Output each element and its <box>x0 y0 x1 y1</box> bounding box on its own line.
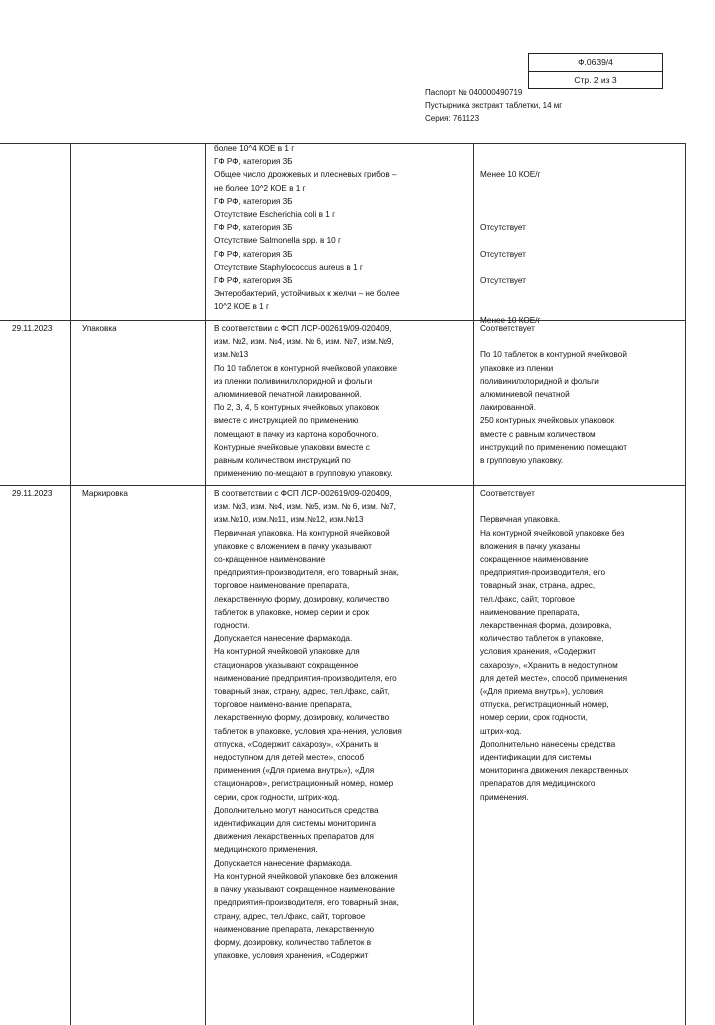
text-line: наименование препарата, <box>480 607 580 617</box>
text-line: ГФ РФ, категория 3Б <box>214 223 293 233</box>
row-1-name: Упаковка <box>82 324 117 333</box>
column-divider <box>70 144 71 1025</box>
text-line: применения. <box>480 792 529 802</box>
text-line: в пачку указывают сокращенное наименование <box>214 885 395 895</box>
text-line: не более 10^2 КОЕ в 1 г <box>214 183 306 193</box>
text-line: идентификации для системы мониторинга <box>214 819 377 829</box>
text-line: По 10 таблеток в контурной ячейковой <box>480 350 627 360</box>
text-line: Первичная упаковка. На контурной ячейковой <box>214 528 390 538</box>
text-line: лекарственную форму, дозировку, количество <box>214 594 390 604</box>
row-1-date: 29.11.2023 <box>12 324 53 333</box>
row-0-requirement <box>214 142 400 314</box>
text-line: На контурной ячейковой упаковке без <box>480 528 625 538</box>
text-line: По 10 таблеток в контурной ячейковой упаковке <box>214 363 398 373</box>
row-2-requirement <box>214 487 402 962</box>
text-line: движения лекарственных препаратов для <box>214 832 374 842</box>
text-line: условия хранения, «Содержит <box>480 647 597 657</box>
text-line: Отсутствует <box>480 223 526 233</box>
text-line: таблеток в упаковке, условия хра-нения, условия <box>214 726 402 736</box>
text-line: из пленки поливинилхлоридной и фольги <box>214 376 373 386</box>
text-line: упаковке, условия хранения, «Содержит <box>214 951 369 961</box>
form-number: Ф.0639/4 <box>578 57 613 67</box>
text-line: упаковке из пленки <box>480 363 554 373</box>
text-line <box>480 195 541 208</box>
text-line: в групповую упаковку. <box>480 456 564 466</box>
text-line: алюминиевой печатной <box>480 390 570 400</box>
text-line: Допускается нанесение фармакода. <box>214 858 353 868</box>
text-line: мониторинга движения лекарственных <box>480 766 629 776</box>
text-line: отпуска, регистрационный номер, <box>480 700 609 710</box>
text-line: лакированной. <box>480 403 536 413</box>
text-line: количество таблеток в упаковке, <box>480 634 604 644</box>
text-line: предприятия-производителя, его <box>480 568 606 578</box>
text-line: помещают в пачку из картона коробочного. <box>214 429 379 439</box>
text-line: Отсутствует <box>480 249 526 259</box>
text-line: вложения в пачку указаны <box>480 541 581 551</box>
product-name: Пустырника экстракт таблетки, 14 мг <box>425 101 563 110</box>
analysis-table <box>0 143 686 1025</box>
text-line: предприятия-производителя, его товарный знак, <box>214 898 399 908</box>
text-line: Общее число дрожжевых и плесневых грибов – <box>214 170 397 180</box>
text-line: медицинского применения. <box>214 845 318 855</box>
text-line: изм. №2, изм. №4, изм. № 6, изм. №7, изм.№9, <box>214 337 394 347</box>
text-line: применения («Для приема внутрь»), «Для <box>214 766 375 776</box>
text-line: Отсутствие Salmonella spp. в 10 г <box>214 236 341 246</box>
text-line: Отсутствие Staphylococcus aureus в 1 г <box>214 262 363 272</box>
text-line: стационаров указывают сокращенное <box>214 660 359 670</box>
text-line: недоступном для детей месте», способ <box>214 753 365 763</box>
text-line <box>480 155 541 168</box>
text-line: препаратов для медицинского <box>480 779 596 789</box>
text-line: наименование препарата, лекарственную <box>214 924 374 934</box>
text-line: форму, дозировку, количество таблеток в <box>214 937 372 947</box>
passport-header <box>425 86 562 125</box>
row-1-requirement <box>214 322 397 480</box>
text-line <box>480 261 541 274</box>
text-line: предприятия-производителя, его товарный знак, <box>214 568 399 578</box>
series-number: Серия: 761123 <box>425 114 480 123</box>
row-0-result <box>480 142 541 327</box>
text-line: штрих-код. <box>480 726 522 736</box>
text-line: равным количеством инструкций по <box>214 456 351 466</box>
text-line: товарный знак, страну, адрес, тел./факс, сайт, <box>214 687 390 697</box>
text-line: В соответствии с ФСП ЛСР-002619/09-020409, <box>214 324 392 333</box>
row-2-date: 29.11.2023 <box>12 489 53 498</box>
text-line <box>480 287 541 300</box>
text-line: изм.№13 <box>214 350 249 360</box>
text-line: Отсутствует <box>480 276 526 286</box>
text-line <box>480 208 541 221</box>
text-line: лекарственную форму, дозировку, количество <box>214 713 390 723</box>
text-line: таблеток в упаковке, номер серии и срок <box>214 607 370 617</box>
text-line: («Для приема внутрь»), условия <box>480 687 604 697</box>
text-line: сахарозу», «Хранить в недоступном <box>480 660 618 670</box>
row-2-result <box>480 487 628 804</box>
text-line: На контурной ячейковой упаковке для <box>214 647 360 657</box>
text-line: алюминиевой печатной лакированной. <box>214 390 362 400</box>
text-line: вместе с инструкцией по применению <box>214 416 359 426</box>
text-line: товарный знак, страна, адрес, <box>480 581 596 591</box>
text-line: номер серии, срок годности, <box>480 713 588 723</box>
text-line: Менее 10 КОЕ/г <box>480 315 541 325</box>
text-line <box>480 500 628 513</box>
text-line: инструкций по применению помещают <box>480 442 627 452</box>
text-line: страну, адрес, тел./факс, сайт, торговое <box>214 911 366 921</box>
text-line: Менее 10 КОЕ/г <box>480 170 541 180</box>
text-line <box>480 182 541 195</box>
text-line: В соответствии с ФСП ЛСР-002619/09-020409, <box>214 489 392 498</box>
text-line: Дополнительно могут наноситься средства <box>214 805 379 815</box>
text-line: По 2, 3, 4, 5 контурных ячейковых упаковок <box>214 403 380 413</box>
text-line: Первичная упаковка. <box>480 515 561 525</box>
row-divider <box>0 320 686 321</box>
passport-number: Паспорт № 040000490719 <box>425 88 523 97</box>
form-stamp-box <box>528 53 663 89</box>
text-line <box>480 300 541 313</box>
text-line: более 10^4 КОЕ в 1 г <box>214 144 295 153</box>
text-line: применению по-мещают в групповую упаковку. <box>214 469 393 479</box>
text-line: Отсутствие Escherichia coli в 1 г <box>214 210 336 220</box>
text-line: для детей месте», способ применения <box>480 673 628 683</box>
text-line: ГФ РФ, категория 3Б <box>214 276 293 286</box>
text-line: тел./факс, сайт, торговое <box>480 594 575 604</box>
text-line: Соответствует <box>480 489 535 498</box>
text-line: Дополнительно нанесены средства <box>480 739 616 749</box>
text-line: На контурной ячейковой упаковке без вложения <box>214 871 398 881</box>
text-line: стационаров», регистрационный номер, номер <box>214 779 394 789</box>
text-line: поливинилхлоридной и фольги <box>480 376 599 386</box>
text-line: ГФ РФ, категория 3Б <box>214 157 293 167</box>
text-line: сокращенное наименование <box>480 555 589 565</box>
row-divider <box>0 485 686 486</box>
text-line: изм. №3, изм. №4, изм. №5, изм. № 6, изм. №7, <box>214 502 396 512</box>
text-line: отпуска, «Содержит сахарозу», «Хранить в <box>214 739 379 749</box>
column-divider <box>473 144 474 1025</box>
text-line: лекарственная форма, дозировка, <box>480 621 612 631</box>
page-number: Стр. 2 из 3 <box>529 71 662 89</box>
text-line: Соответствует <box>480 324 535 333</box>
row-2-name: Маркировка <box>82 489 128 498</box>
text-line: годности. <box>214 621 250 631</box>
text-line: ГФ РФ, категория 3Б <box>214 249 293 259</box>
text-line: 250 контурных ячейковых упаковок <box>480 416 615 426</box>
text-line: идентификации для системы <box>480 753 592 763</box>
text-line: изм.№10, изм.№11, изм.№12, изм.№13 <box>214 515 364 525</box>
text-line: Энтеробактерий, устойчивых к желчи – не более <box>214 289 400 299</box>
text-line <box>480 234 541 247</box>
text-line: торговое наименование препарата, <box>214 581 350 591</box>
text-line: ГФ РФ, категория 3Б <box>214 196 293 206</box>
text-line: упаковке с вложением в пачку указывают <box>214 541 372 551</box>
text-line: 10^2 КОЕ в 1 г <box>214 302 269 312</box>
column-divider <box>205 144 206 1025</box>
text-line: серии, срок годности, штрих-код. <box>214 792 340 802</box>
row-1-result <box>480 322 627 467</box>
text-line: Допускается нанесение фармакода. <box>214 634 353 644</box>
text-line: вместе с равным количеством <box>480 429 596 439</box>
text-line: наименование предприятия-производителя, его <box>214 673 397 683</box>
text-line: со-кращенное наименование <box>214 555 326 565</box>
text-line: Контурные ячейковые упаковки вместе с <box>214 442 370 452</box>
column-divider <box>685 144 686 1025</box>
text-line: торговое наимено-вание препарата, <box>214 700 353 710</box>
text-line <box>480 142 541 155</box>
text-line <box>480 335 627 348</box>
